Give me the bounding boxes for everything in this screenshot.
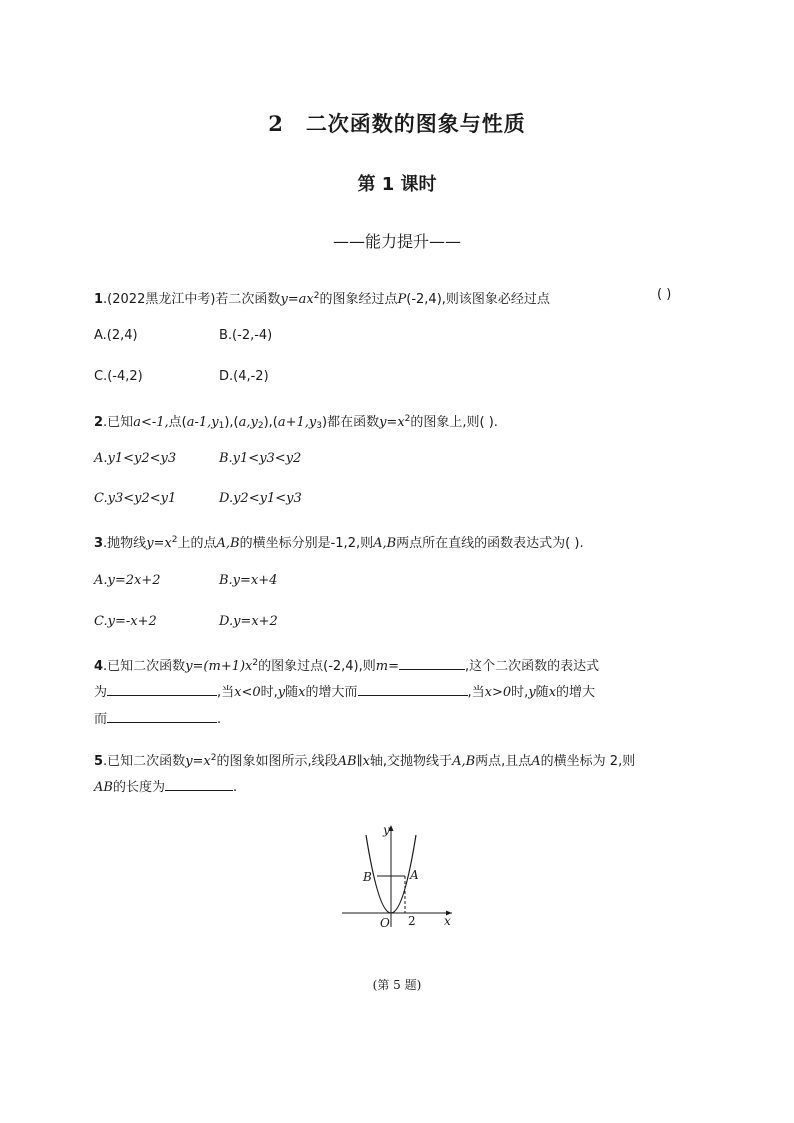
option-c: C.y=-x+2 — [94, 614, 157, 629]
question-number: 3 — [94, 536, 104, 551]
question-source: .(2022黑龙江中考) — [103, 292, 216, 307]
text: . — [217, 712, 222, 727]
text: .已知二次函数 — [103, 659, 186, 674]
formula: P — [397, 292, 407, 307]
text: 的图象过点(-2,4),则 — [258, 659, 376, 674]
formula: x<0 — [234, 685, 261, 700]
text: 若二次函数 — [215, 292, 281, 307]
text: 为 — [94, 685, 108, 700]
question-5-line-1: 5.已知二次函数$y=x^2$的图象如图所示,线段AB∥x轴,交抛物线于A,B两点,且点A的横坐标为 2,则 — [94, 753, 636, 769]
question-5-line-2 — [94, 778, 237, 797]
question-1: 1.(2022黑龙江中考)若二次函数$y=ax^2$的图象经过点P(-2,4),则该图象必经过点 — [94, 291, 550, 307]
text: ),( — [263, 415, 278, 430]
formula: A — [531, 754, 541, 769]
formula: y=x — [379, 415, 405, 430]
formula: x — [298, 685, 306, 700]
section-heading: ——能力提升—— — [332, 232, 461, 251]
text: .已知二次函数 — [103, 754, 186, 769]
formula: x>0 — [484, 685, 512, 700]
blank-4[interactable] — [107, 710, 217, 723]
label-b: B — [363, 870, 372, 884]
option-b: B.y=x+4 — [219, 573, 278, 588]
formula: A,B — [373, 536, 397, 551]
parabola-figure — [330, 815, 460, 935]
formula: a,y — [238, 415, 258, 430]
question-2: 2.已知a<-1,点(a-1,y1),(a,y2),(a+1,y3)都在函数$y=x^2$的图象上,则( ). — [94, 414, 498, 431]
option-b: B.(-2,-4) — [219, 328, 273, 343]
formula: y=ax — [280, 292, 314, 307]
text: 的图象经过点 — [319, 292, 398, 307]
text: . — [232, 780, 238, 795]
question-4-line-2 — [94, 683, 595, 702]
label-a: A — [410, 868, 419, 882]
text: 的增大 — [556, 685, 596, 700]
formula: a+1,y — [277, 415, 317, 430]
text: ,这个二次函数的表达式 — [465, 659, 600, 674]
blank-3[interactable] — [358, 683, 468, 696]
formula: y=(m+1)x — [185, 659, 253, 674]
label-x: x — [444, 914, 451, 928]
text: ,当 — [217, 685, 235, 700]
text: 的横坐标为 2,则 — [540, 754, 636, 769]
text: 的增大而 — [305, 685, 358, 700]
question-number: 4 — [94, 659, 104, 674]
text: 的长度为 — [112, 780, 165, 795]
option-a: A.(2,4) — [94, 328, 138, 343]
option-d: D.y2<y1<y3 — [219, 491, 302, 506]
formula: A,B — [452, 754, 476, 769]
question-3: 3.抛物线$y=x^2$上的点A,B的横坐标分别是-1,2,则A,B两点所在直线的函数表达式为( ). — [94, 535, 584, 551]
option-b: B.y1<y3<y2 — [219, 451, 302, 466]
question-4-line-1: 4.已知二次函数$y=(m+1)x^2$的图象过点(-2,4),则m= ,这个二次函数的表达式 — [94, 658, 600, 674]
formula: a<-1, — [133, 415, 169, 430]
text: .抛物线 — [103, 536, 147, 551]
formula: a-1,y — [186, 415, 219, 430]
formula: A,B — [216, 536, 240, 551]
formula: AB∥x — [337, 754, 370, 769]
title-text: 二次函数的图象与性质 — [305, 112, 526, 136]
text: 点( — [168, 415, 187, 430]
option-d: D.y=x+2 — [219, 614, 278, 629]
question-number: 2 — [94, 415, 104, 430]
text: 的横坐标分别是-1,2,则 — [239, 536, 374, 551]
text: 而 — [94, 712, 108, 727]
option-c: C.(-4,2) — [94, 369, 143, 384]
option-d: D.(4,-2) — [219, 369, 269, 384]
formula: x — [548, 685, 557, 700]
option-c: C.y3<y2<y1 — [94, 491, 177, 506]
label-o: O — [380, 916, 390, 930]
label-2: 2 — [408, 914, 416, 928]
text: 时, — [260, 685, 278, 700]
title-number: 2 — [268, 111, 284, 136]
answer-paren: ( ) — [657, 287, 672, 302]
question-4-line-3 — [94, 710, 221, 729]
question-number: 5 — [94, 754, 104, 769]
text: 上的点 — [177, 536, 217, 551]
page-title — [0, 108, 794, 138]
label-y: y — [383, 823, 390, 837]
text: 随 — [535, 685, 549, 700]
question-number: 1 — [94, 292, 104, 307]
text: 的图象上,则( ). — [410, 415, 498, 430]
text: 时, — [511, 685, 529, 700]
text: 随 — [285, 685, 299, 700]
formula: y=x — [146, 536, 172, 551]
text: 轴,交抛物线于 — [369, 754, 453, 769]
text: 则该图象必经过点 — [445, 292, 550, 307]
text: 两点所在直线的函数表达式为( ). — [396, 536, 584, 551]
blank-1[interactable] — [399, 657, 465, 670]
text: 的图象如图所示,线段 — [216, 754, 338, 769]
text: 两点,且点 — [475, 754, 532, 769]
formula: y — [277, 685, 286, 700]
text: .已知 — [103, 415, 134, 430]
blank-5[interactable] — [165, 778, 233, 791]
option-a: A.y=2x+2 — [94, 573, 161, 588]
lesson-title: 第 1 课时 — [357, 174, 437, 195]
figure-caption: (第 5 题) — [372, 978, 422, 992]
text: )都在函数 — [322, 415, 380, 430]
text: ),( — [224, 415, 239, 430]
option-a: A.y1<y2<y3 — [94, 451, 177, 466]
text: (-2,4), — [406, 292, 446, 307]
formula: m= — [375, 659, 400, 674]
formula: y — [528, 685, 536, 700]
formula: y=x — [185, 754, 211, 769]
blank-2[interactable] — [107, 683, 217, 696]
text: ,当 — [467, 685, 485, 700]
formula: AB — [94, 780, 113, 795]
